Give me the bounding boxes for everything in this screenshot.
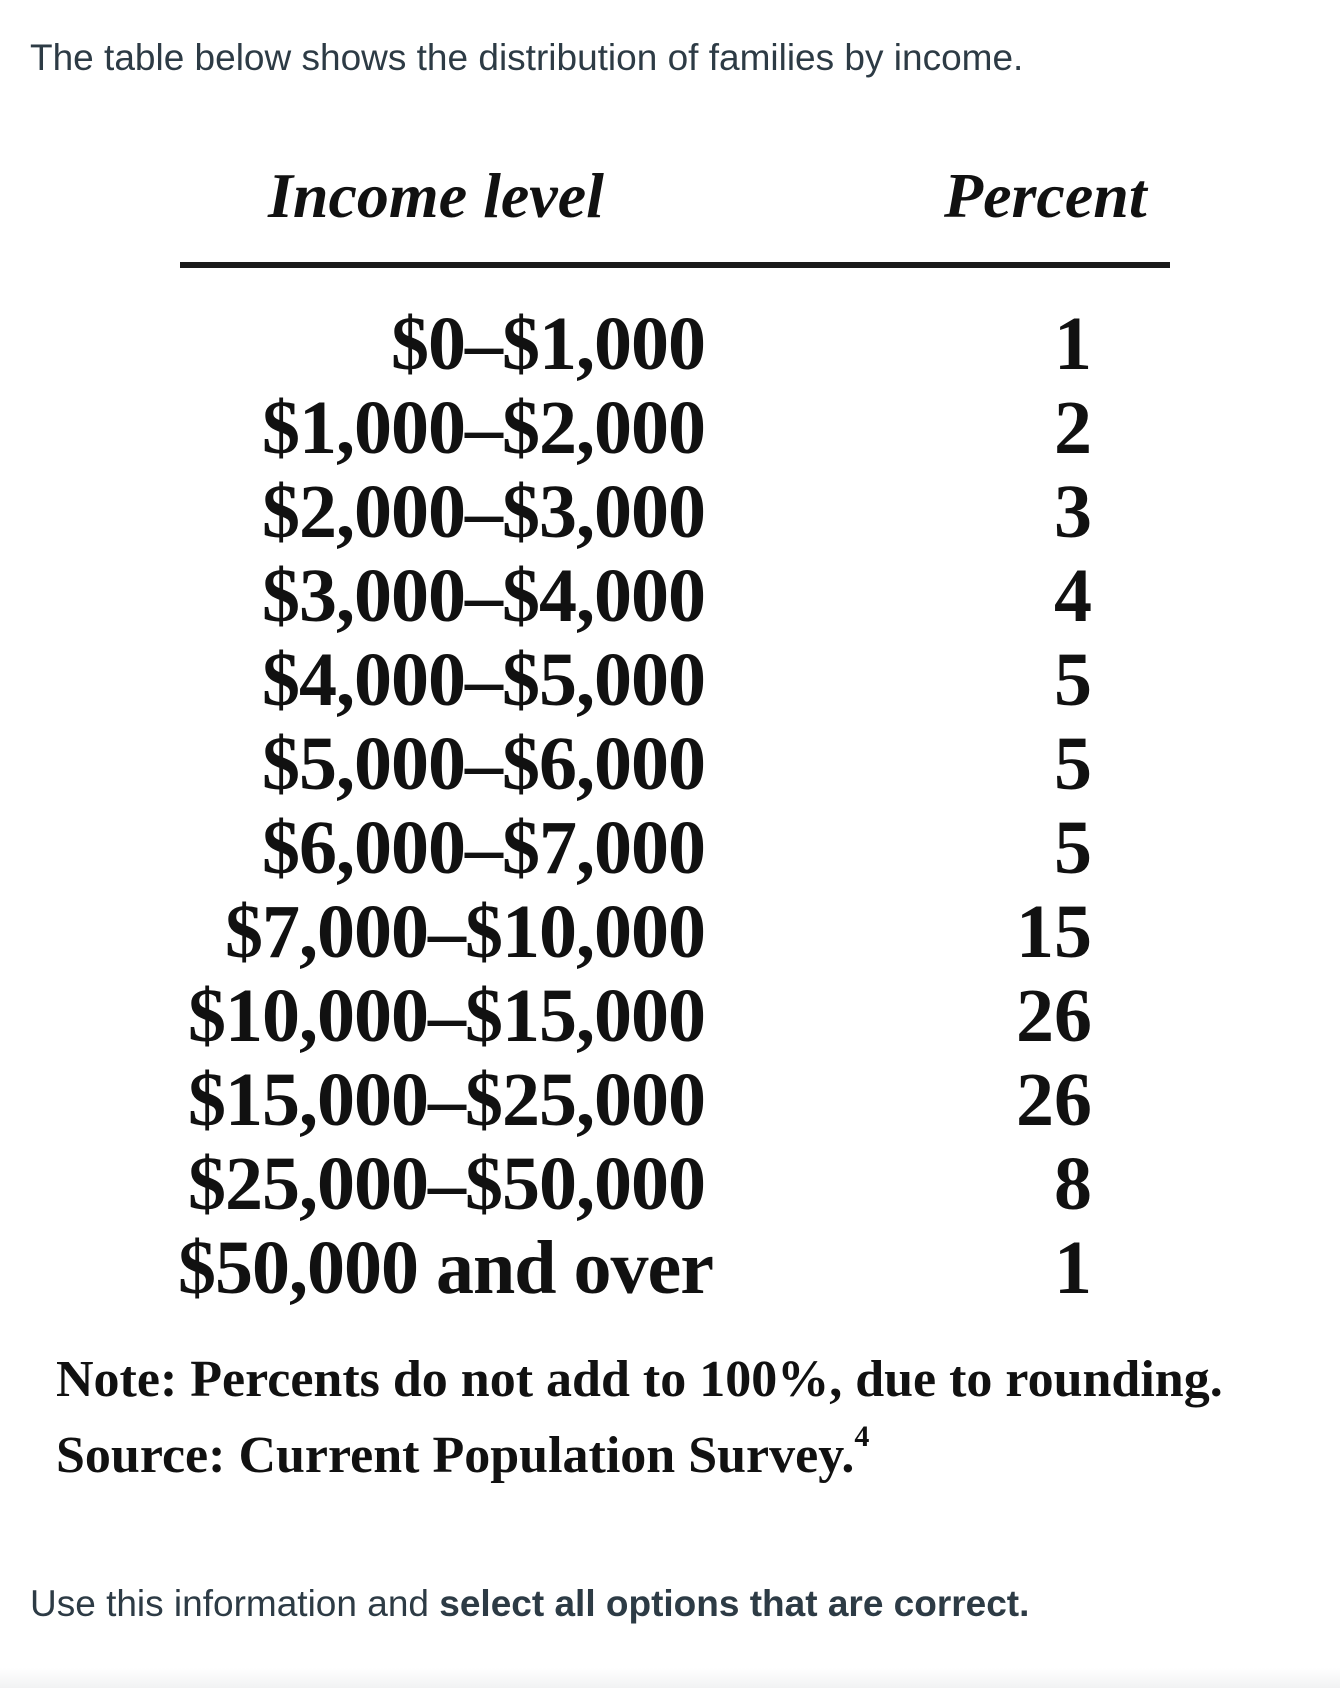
- percent-cell: 2: [1054, 386, 1092, 470]
- percent-cell: 15: [1016, 890, 1092, 974]
- percent-cell: 1: [1054, 1226, 1092, 1310]
- table-row: [0, 1058, 1340, 1142]
- table-row: [0, 638, 1340, 722]
- question-intro: The table below shows the distribution of families by income.: [30, 37, 1024, 78]
- column-header-percent: Percent: [944, 160, 1147, 231]
- percent-cell: 5: [1054, 722, 1092, 806]
- income-level-cell: $15,000–$25,000: [188, 1058, 705, 1142]
- table-row: [0, 554, 1340, 638]
- table-row: [0, 722, 1340, 806]
- percent-cell: 4: [1054, 554, 1092, 638]
- table-row: [0, 386, 1340, 470]
- table-row: [0, 302, 1340, 386]
- table-footnote: [56, 1342, 1223, 1494]
- table-row: [0, 1226, 1340, 1310]
- income-level-cell: $4,000–$5,000: [262, 638, 705, 722]
- table-body: [0, 302, 1340, 1310]
- percent-cell: 26: [1016, 1058, 1092, 1142]
- income-level-cell: $1,000–$2,000: [262, 386, 705, 470]
- table-row: [0, 470, 1340, 554]
- table-row: [0, 890, 1340, 974]
- income-distribution-table: [0, 130, 1340, 1490]
- percent-cell: 3: [1054, 470, 1092, 554]
- percent-cell: 26: [1016, 974, 1092, 1058]
- question-instruction: [30, 1578, 1029, 1630]
- table-row: [0, 974, 1340, 1058]
- footnote-marker: 4: [854, 1420, 870, 1453]
- income-level-cell: $10,000–$15,000: [188, 974, 705, 1058]
- income-level-cell: $2,000–$3,000: [262, 470, 705, 554]
- income-level-cell: $5,000–$6,000: [262, 722, 705, 806]
- percent-cell: 5: [1054, 638, 1092, 722]
- income-level-cell: $6,000–$7,000: [262, 806, 705, 890]
- instruction-text: Use this information and: [30, 1583, 440, 1624]
- income-level-cell: $25,000–$50,000: [188, 1142, 705, 1226]
- header-divider: [180, 262, 1170, 268]
- percent-cell: 5: [1054, 806, 1092, 890]
- percent-cell: 1: [1054, 302, 1092, 386]
- instruction-emphasis: select all options that are correct.: [439, 1583, 1030, 1624]
- source-line: [56, 1418, 1223, 1494]
- table-row: [0, 1142, 1340, 1226]
- source-text: Source: Current Population Survey.: [56, 1427, 855, 1484]
- income-level-cell: $0–$1,000: [391, 302, 705, 386]
- rounding-note: Note: Percents do not add to 100%, due to rounding.: [56, 1351, 1223, 1408]
- percent-cell: 8: [1054, 1142, 1092, 1226]
- income-level-cell: $7,000–$10,000: [225, 890, 705, 974]
- column-header-income-level: Income level: [268, 160, 604, 231]
- table-row: [0, 806, 1340, 890]
- income-level-cell: $3,000–$4,000: [262, 554, 705, 638]
- income-level-cell: $50,000 and over: [178, 1226, 713, 1310]
- page-bottom-edge: [0, 1668, 1340, 1688]
